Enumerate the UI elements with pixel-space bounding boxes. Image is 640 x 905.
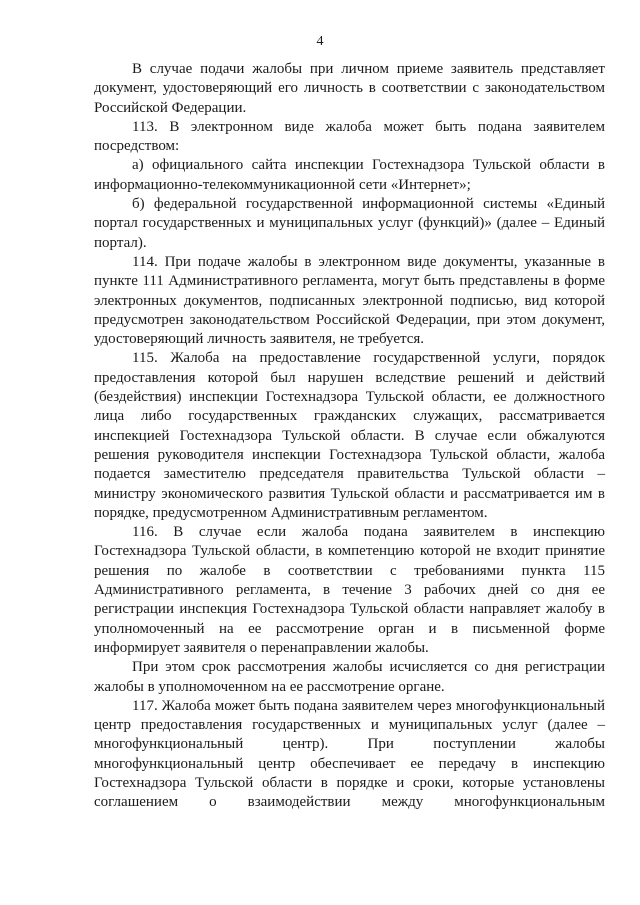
paragraph-116-term: При этом срок рассмотрения жалобы исчисляется со дня регистрации жалобы в уполномоченном на ее рассмотрение органе.: [94, 659, 605, 695]
paragraph-113: 113. В электронном виде жалоба может быть подана заявителем посредством:: [94, 118, 605, 155]
paragraph-passport-requirement: В случае подачи жалобы при личном приеме заявитель представляет документ, удостоверяющий его личность в соответствии с законодательством Российской Федерации.: [94, 61, 605, 116]
document-body: [94, 60, 605, 813]
paragraph-116: 116. В случае если жалоба подана заявителем в инспекцию Гостехнадзора Тульской области, в компетенцию которой не входит принятие решения по жалобе в соответствии с требованиями пункта 115 Административного регламента, в течение 3 рабочих дней со дня ее регистрации инспекция Гостехнадзора Тульской области направляет жалобу в уполномоченный на ее рассмотрение орган и в письменной форме информирует заявителя о перенаправлении жалобы.: [94, 524, 605, 656]
paragraph-114: 114. При подаче жалобы в электронном виде документы, указанные в пункте 111 Административного регламента, могут быть представлены в форме электронных документов, подписанных электронной подписью, вид которой предусмотрен законодательством Российской Федерации, при этом документ, удостоверяющий личность заявителя, не требуется.: [94, 253, 605, 348]
paragraph-117: 117. Жалоба может быть подана заявителем через многофункциональный центр предоставления государственных и муниципальных услуг (далее – многофункциональный центр). При поступлении жалобы многофункциональный центр обеспечивает ее передачу в инспекцию Гостехнадзора Тульской области в порядке и сроки, которые установлены соглашением о взаимодействии между многофункциональным: [94, 697, 605, 811]
paragraph-113-b: б) федеральной государственной информационной системы «Единый портал государственных и муниципальных услуг (функций)» (далее – Единый портал).: [94, 196, 605, 251]
page-number: 4: [316, 34, 324, 49]
paragraph-115: 115. Жалоба на предоставление государственной услуги, порядок предоставления которой был нарушен вследствие решений и действий (бездействия) инспекции Гостехнадзора Тульской области, ее должностного лица либо государственных гражданских служащих, рассматривается инспекцией Гостехнадзора Тульской области. В случае если обжалуются решения руководителя инспекции Гостехнадзора Тульской области, жалоба подается заместителю председателя правительства Тульской области – министру экономического развития Тульской области и рассматривается им в порядке, предусмотренном Административным регламентом.: [94, 350, 605, 521]
paragraph-113-a: а) официального сайта инспекции Гостехнадзора Тульской области в информационно-телекоммуникационной сети «Интернет»;: [94, 157, 605, 193]
